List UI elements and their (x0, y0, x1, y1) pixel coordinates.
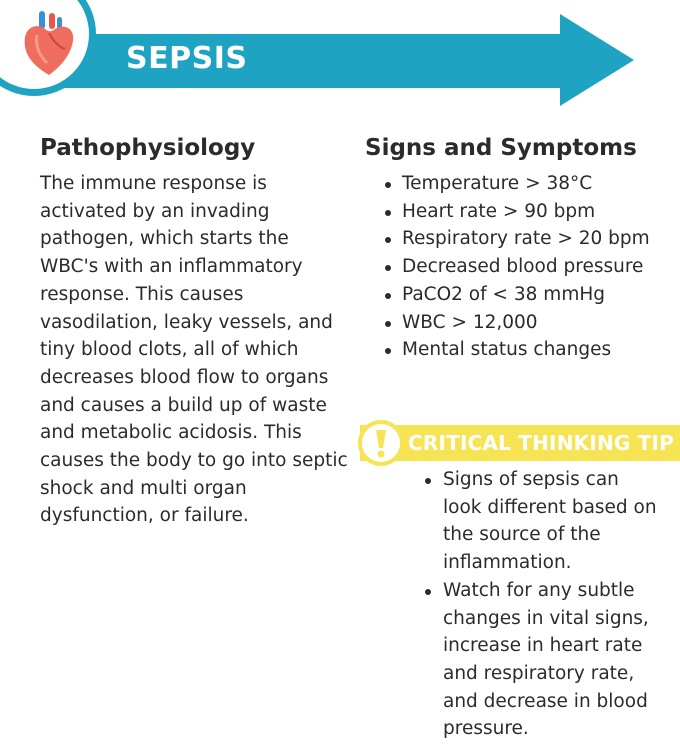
list-item: Heart rate > 90 bpm (365, 198, 675, 226)
list-item: Temperature > 38°C (365, 170, 675, 198)
pathophysiology-heading: Pathophysiology (40, 135, 256, 161)
list-item: Mental status changes (365, 336, 675, 364)
signs-section (365, 132, 675, 364)
arrow-banner-shape (0, 0, 680, 110)
list-item: Signs of sepsis can look different based on the source of the inflammation. (423, 466, 663, 577)
tip-icon-badge (358, 420, 404, 466)
pathophysiology-text: The immune response is activated by an invading pathogen, which starts the WBC's with an inflammatory response. This causes vasodilation, leaky vessels, and tiny blood clots, all of which decreases blood flow to organs and causes a build up of waste and metabolic acidosis. This causes the body to go into septic shock and multi organ dysfunction, or failure. (40, 173, 348, 527)
list-item: Watch for any subtle changes in vital signs, increase in heart rate and respiratory rate, and decrease in blood pressure. (423, 577, 663, 743)
exclamation-icon (373, 429, 389, 459)
signs-heading: Signs and Symptoms (365, 135, 637, 161)
header-banner (0, 0, 680, 110)
list-item: WBC > 12,000 (365, 309, 675, 337)
pathophysiology-section (40, 132, 350, 530)
page-title: SEPSIS (126, 41, 248, 76)
list-item: PaCO2 of < 38 mmHg (365, 281, 675, 309)
signs-list (365, 170, 675, 364)
anatomical-heart-icon (19, 11, 79, 81)
tip-title: CRITICAL THINKING TIP (408, 431, 675, 455)
list-item: Respiratory rate > 20 bpm (365, 225, 675, 253)
list-item: Decreased blood pressure (365, 253, 675, 281)
tip-list (423, 466, 663, 743)
